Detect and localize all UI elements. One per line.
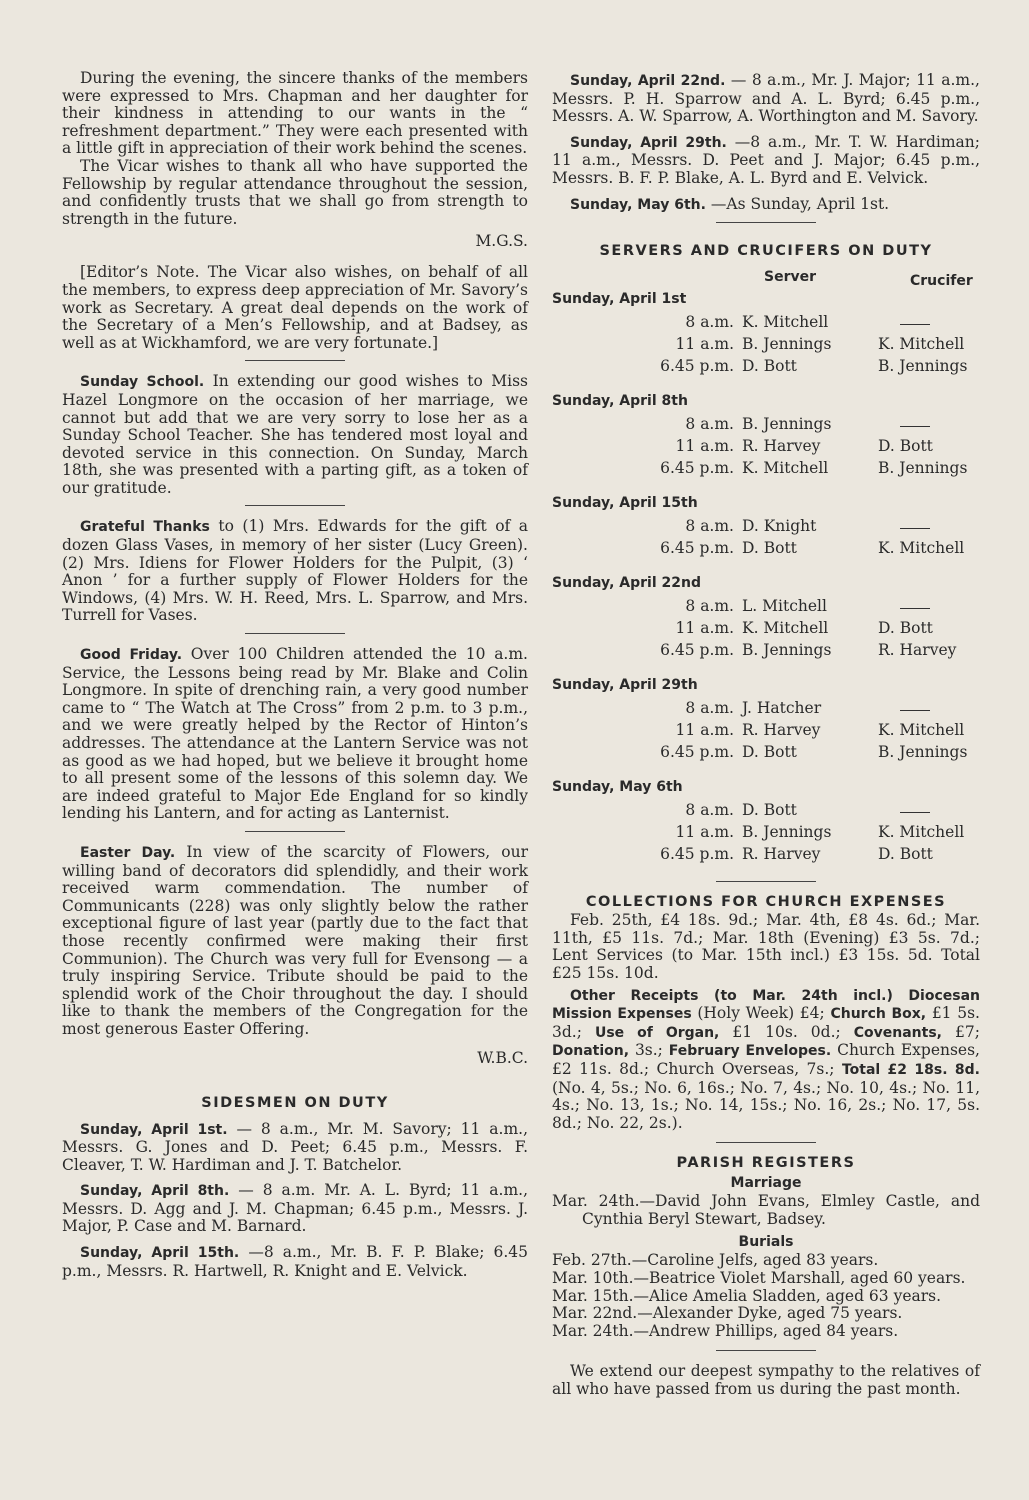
server-name: K. Mitchell	[742, 459, 829, 478]
sidesmen-names: —8 a.m., Mr. T. W. Hardiman; 11 a.m., Messrs. D. Peet and J. Major; 6.45 p.m., Messrs. B. F. P. Blake, A. L. Byrd and E. Velvick.	[552, 132, 980, 187]
sidesmen-day: Sunday, May 6th.	[570, 196, 706, 213]
server-name: D. Bott	[742, 801, 797, 820]
sidesmen-names: —As Sunday, April 1st.	[710, 194, 890, 213]
marriage-heading: Marriage	[730, 1175, 802, 1192]
crucifer-name: B. Jennings	[878, 743, 968, 762]
server-name: B. Jennings	[742, 641, 832, 660]
servers-row	[552, 357, 980, 379]
server-name: B. Jennings	[742, 415, 832, 434]
servers-row	[552, 459, 980, 481]
service-time: 8 a.m.	[685, 313, 734, 332]
servers-list	[552, 291, 980, 867]
sunday-school-section	[62, 373, 528, 497]
fellowship-signature: M.G.S.	[475, 232, 528, 251]
registers-heading: PARISH REGISTERS	[676, 1155, 856, 1172]
service-time: 8 a.m.	[685, 415, 734, 434]
good-friday-text: Over 100 Children attended the 10 a.m. Service, the Lessons being read by Mr. Blake and Colin Longmore. In spite of drenching rain, a very good number came to “ The Watch at The Cross” from 2 p.m. to 3 p.m., and we were greatly helped by the Rector of Hinton’s addresses. The attendance at the Lantern Service was not as good as we had hoped, but we believe it brought home to all present some of the lessons of this solemn day. We are indeed grateful to Major Ede England for so kindly lending his Lantern, and for acting as Lanternist.	[62, 645, 528, 823]
divider	[716, 1350, 816, 1351]
servers-row	[552, 437, 980, 459]
covenants-text: £7;	[955, 1022, 980, 1041]
right-column	[552, 72, 980, 1399]
sidesmen-day: Sunday, April 1st.	[80, 1121, 228, 1138]
service-time: 8 a.m.	[685, 699, 734, 718]
burial-entry: Mar. 10th.—Beatrice Violet Marshall, aged 60 years.	[552, 1269, 966, 1288]
burials-heading: Burials	[738, 1234, 794, 1251]
servers-day-label: Sunday, April 15th	[552, 495, 698, 512]
divider	[716, 222, 816, 223]
crucifer-name: B. Jennings	[878, 459, 968, 478]
service-time: 6.45 p.m.	[660, 743, 734, 762]
servers-column-headers	[552, 269, 980, 291]
service-time: 8 a.m.	[685, 801, 734, 820]
crucifer-name: R. Harvey	[878, 641, 957, 660]
easter-day-title: Easter Day.	[80, 844, 176, 861]
server-name: K. Mitchell	[742, 313, 829, 332]
servers-row	[552, 619, 980, 641]
crucifer-name: K. Mitchell	[878, 539, 965, 558]
burial-entry: Mar. 15th.—Alice Amelia Sladden, aged 63 years.	[552, 1286, 942, 1305]
easter-day-section	[62, 844, 528, 1039]
no-crucifer-dash	[900, 812, 930, 813]
server-name: D. Bott	[742, 357, 797, 376]
server-name: R. Harvey	[742, 721, 821, 740]
grateful-thanks-title: Grateful Thanks	[80, 519, 210, 536]
fellowship-paragraph-1: During the evening, the sincere thanks of the members were expressed to Mrs. Chapman and her daughter for their kindness in attending to our wants in the “ refreshment department.” They were each presented with a little gift in appreciation of their work behind the scenes.	[62, 69, 528, 158]
servers-row	[552, 415, 980, 437]
divider	[716, 1142, 816, 1143]
service-time: 6.45 p.m.	[660, 539, 734, 558]
servers-row	[552, 597, 980, 619]
server-name: B. Jennings	[742, 823, 832, 842]
sidesmen-entry	[552, 72, 980, 126]
server-column-header: Server	[764, 269, 817, 286]
servers-day-group	[552, 779, 980, 867]
servers-row	[552, 801, 980, 823]
burial-entry: Feb. 27th.—Caroline Jelfs, aged 83 years.	[552, 1251, 879, 1270]
servers-row	[552, 699, 980, 721]
servers-row	[552, 641, 980, 663]
crucifer-name: D. Bott	[878, 619, 933, 638]
organ-text: £1 10s. 0d.;	[732, 1022, 841, 1041]
divider	[245, 831, 345, 832]
servers-row	[552, 721, 980, 743]
divider	[245, 360, 345, 361]
service-time: 8 a.m.	[685, 517, 734, 536]
sidesmen-names: —8 a.m., Mr. B. F. P. Blake; 6.45 p.m., Messrs. R. Hartwell, R. Knight and E. Velvick.	[62, 1243, 528, 1280]
server-name: J. Hatcher	[742, 699, 822, 718]
servers-day-group	[552, 677, 980, 765]
service-time: 11 a.m.	[675, 335, 734, 354]
other-receipts-title: Other Receipts (to Mar. 24th incl.) Diocesan Mission Expenses	[552, 987, 980, 1023]
total-text: (No. 4, 5s.; No. 6, 16s.; No. 7, 4s.; No. 10, 4s.; No. 11, 4s.; No. 13, 1s.; No. 14, 15s.; No. 16, 2s.; No. 17, 5s. 8d.; No. 22, 2s.).	[552, 1078, 980, 1132]
servers-row	[552, 313, 980, 335]
server-name: K. Mitchell	[742, 619, 829, 638]
servers-day-group	[552, 575, 980, 663]
envelopes-title: February Envelopes.	[668, 1043, 832, 1060]
left-column	[62, 70, 528, 1288]
no-crucifer-dash	[900, 324, 930, 325]
church-box-title: Church Box,	[830, 1006, 927, 1023]
service-time: 11 a.m.	[675, 437, 734, 456]
crucifer-name: D. Bott	[878, 437, 933, 456]
sidesmen-names: — 8 a.m., Mr. M. Savory; 11 a.m., Messrs. G. Jones and D. Peet; 6.45 p.m., Messrs. F. Cleaver, T. W. Hardiman and J. T. Batchelor.	[62, 1119, 529, 1174]
servers-day-label: Sunday, April 1st	[552, 291, 687, 308]
servers-row	[552, 517, 980, 539]
crucifer-column-header: Crucifer	[910, 273, 973, 290]
good-friday-title: Good Friday.	[80, 647, 183, 664]
sidesmen-names: — 8 a.m. Mr. A. L. Byrd; 11 a.m., Messrs. D. Agg and J. M. Chapman; 6.45 p.m., Messrs. J. Major, P. Case and M. Barnard.	[62, 1181, 528, 1236]
sidesmen-day: Sunday, April 29th.	[570, 134, 727, 151]
servers-day-label: Sunday, April 22nd	[552, 575, 701, 592]
sidesmen-day: Sunday, April 15th.	[80, 1245, 240, 1262]
server-name: L. Mitchell	[742, 597, 827, 616]
servers-day-label: Sunday, April 29th	[552, 677, 698, 694]
server-name: R. Harvey	[742, 845, 821, 864]
organ-title: Use of Organ,	[594, 1024, 720, 1041]
no-crucifer-dash	[900, 528, 930, 529]
servers-day-group	[552, 495, 980, 561]
other-receipts-text: (Holy Week) £4;	[697, 1004, 825, 1023]
sunday-school-title: Sunday School.	[80, 374, 205, 391]
easter-signature: W.B.C.	[477, 1048, 528, 1067]
collections-text: Feb. 25th, £4 18s. 9d.; Mar. 4th, £8 4s. 6d.; Mar. 11th, £5 11s. 7d.; Mar. 18th (Evening) £3 5s. 7d.; Lent Services (to Mar. 15th incl.) £3 15s. 5d. Total £25 15s. 10d.	[552, 911, 980, 982]
sunday-school-text: In extending our good wishes to Miss Hazel Longmore on the occasion of her marriage, we cannot but add that we are very sorry to lose her as a Sunday School Teacher. She has tendered most loyal and devoted service in this connection. On Sunday, March 18th, she was presented with a parting gift, as a token of our gratitude.	[62, 372, 528, 497]
crucifer-name: B. Jennings	[878, 357, 968, 376]
servers-day-label: Sunday, April 8th	[552, 393, 688, 410]
servers-day-label: Sunday, May 6th	[552, 779, 683, 796]
service-time: 6.45 p.m.	[660, 357, 734, 376]
server-name: D. Bott	[742, 743, 797, 762]
no-crucifer-dash	[900, 710, 930, 711]
good-friday-section	[62, 646, 528, 823]
divider	[716, 881, 816, 882]
burial-entry: Mar. 24th.—Andrew Phillips, aged 84 years.	[552, 1321, 899, 1340]
sidesmen-entry	[62, 1121, 528, 1175]
servers-row	[552, 539, 980, 561]
server-name: R. Harvey	[742, 437, 821, 456]
crucifer-name: K. Mitchell	[878, 335, 965, 354]
burial-entry: Mar. 22nd.—Alexander Dyke, aged 75 years.	[552, 1304, 903, 1323]
editor-note: [Editor’s Note. The Vicar also wishes, on behalf of all the members, to express deep appreciation of Mr. Savory’s work as Secretary. A great deal depends on the work of the Secretary of a Men’s Fellowship, and at Badsey, as well as at Wickhamford, we are very fortunate.]	[62, 263, 528, 352]
fellowship-paragraph-2: The Vicar wishes to thank all who have supported the Fellowship by regular attendance throughout the session, and confidently trusts that we shall go from strength to strength in the future.	[62, 156, 528, 228]
total-title: Total £2 18s. 8d.	[841, 1061, 980, 1078]
crucifer-name: D. Bott	[878, 845, 933, 864]
sidesmen-day: Sunday, April 8th.	[80, 1183, 230, 1200]
envelopes-text: Church Expenses, £2 11s. 8d.; Church Overseas, 7s.;	[552, 1041, 980, 1078]
crucifer-name: K. Mitchell	[878, 823, 965, 842]
church-box-text: £1 5s. 3d.;	[552, 1004, 980, 1041]
sidesmen-heading: SIDESMEN ON DUTY	[201, 1094, 389, 1111]
no-crucifer-dash	[900, 608, 930, 609]
divider	[245, 505, 345, 506]
server-name: D. Knight	[742, 517, 817, 536]
service-time: 11 a.m.	[675, 619, 734, 638]
servers-heading: SERVERS AND CRUCIFERS ON DUTY	[599, 243, 933, 260]
grateful-thanks-section	[62, 518, 528, 625]
service-time: 6.45 p.m.	[660, 459, 734, 478]
grateful-thanks-text: to (1) Mrs. Edwards for the gift of a dozen Glass Vases, in memory of her sister (Lucy Green). (2) Mrs. Idiens for Flower Holders for the Pulpit, (3) ‘ Anon ’ for a further supply of Flower Holders for the Windows, (4) Mrs. W. H. Reed, Mrs. L. Sparrow, and Mrs. Turrell for Vases.	[62, 517, 528, 625]
service-time: 11 a.m.	[675, 823, 734, 842]
servers-row	[552, 823, 980, 845]
sympathy-text: We extend our deepest sympathy to the relatives of all who have passed from us during the past month.	[552, 1362, 980, 1399]
divider	[245, 633, 345, 634]
servers-row	[552, 743, 980, 765]
service-time: 11 a.m.	[675, 721, 734, 740]
crucifer-name: K. Mitchell	[878, 721, 965, 740]
service-time: 8 a.m.	[685, 597, 734, 616]
server-name: B. Jennings	[742, 335, 832, 354]
servers-row	[552, 335, 980, 357]
servers-day-group	[552, 291, 980, 379]
sidesmen-entry	[62, 1182, 528, 1236]
servers-day-group	[552, 393, 980, 481]
service-time: 6.45 p.m.	[660, 641, 734, 660]
servers-row	[552, 845, 980, 867]
service-time: 6.45 p.m.	[660, 845, 734, 864]
no-crucifer-dash	[900, 426, 930, 427]
easter-day-text: In view of the scarcity of Flowers, our willing band of decorators did splendidly, and their work received warm commendation. The number of Communicants (228) was only slightly below the rather exceptional figure of last year (partly due to the fact that those recently confirmed were making their first Communion). The Church was very full for Evensong — a truly inspiring Service. Tribute should be paid to the splendid work of the Choir throughout the day. I should like to thank the members of the Congregation for the most generous Easter Offering.	[62, 842, 528, 1038]
donation-title: Donation,	[552, 1043, 630, 1060]
donation-text: 3s.;	[634, 1041, 663, 1060]
marriage-entry: Mar. 24th.—David John Evans, Elmley Castle, and Cynthia Beryl Stewart, Badsey.	[552, 1192, 980, 1228]
collections-heading: COLLECTIONS FOR CHURCH EXPENSES	[585, 894, 947, 911]
other-receipts	[552, 987, 980, 1133]
sidesmen-day: Sunday, April 22nd.	[570, 73, 726, 89]
server-name: D. Bott	[742, 539, 797, 558]
sidesmen-entry	[62, 1244, 528, 1280]
sidesmen-entry	[552, 196, 980, 215]
sidesmen-names: — 8 a.m., Mr. J. Major; 11 a.m., Messrs. P. H. Sparrow and A. L. Byrd; 6.45 p.m., Messrs. A. W. Sparrow, A. Worthington and M. Savory.	[552, 71, 980, 126]
covenants-title: Covenants,	[853, 1024, 942, 1041]
sidesmen-entry	[552, 134, 980, 188]
